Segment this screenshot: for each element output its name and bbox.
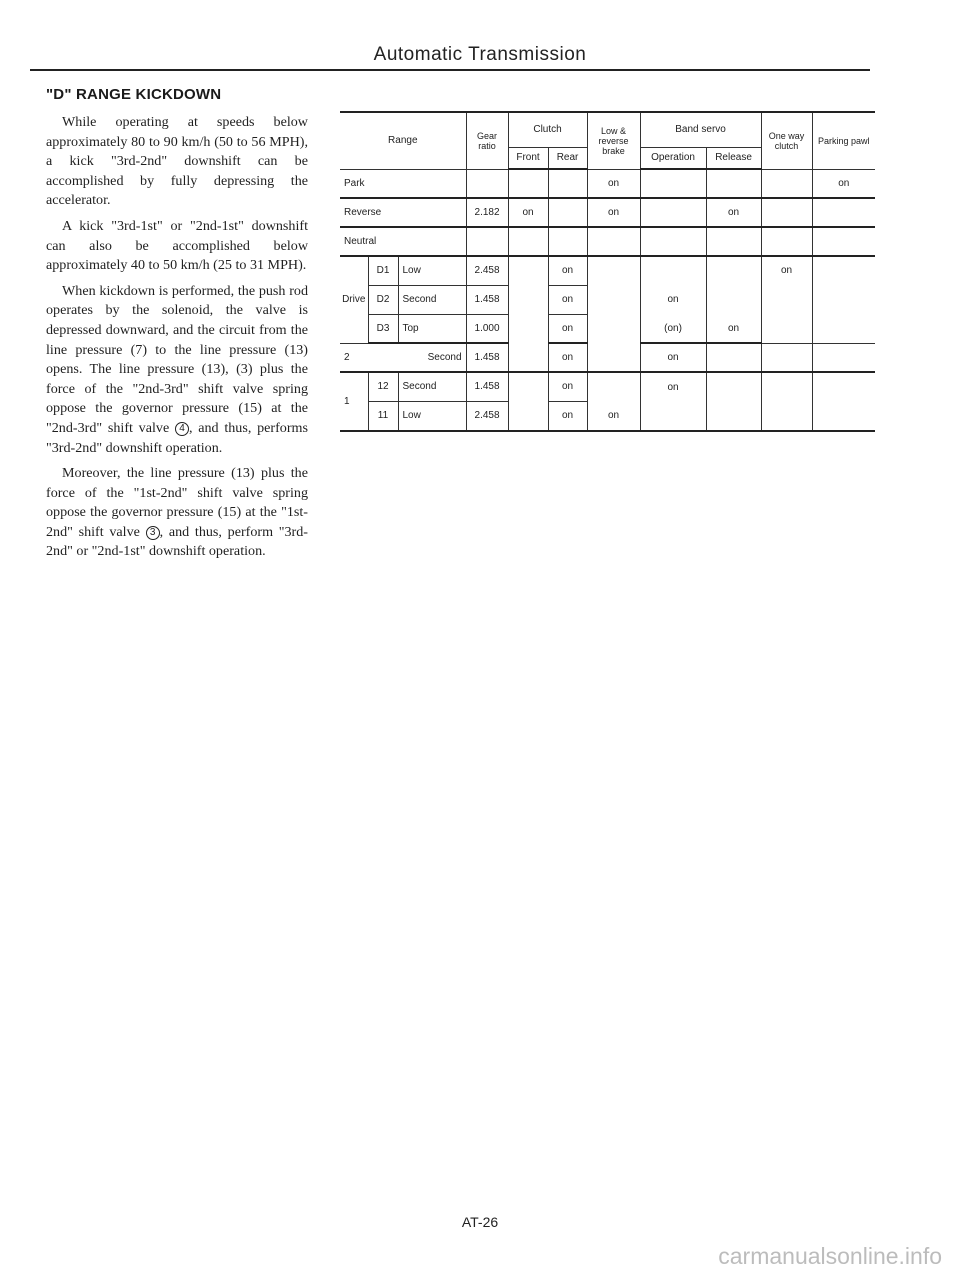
table-row-reverse (340, 198, 875, 227)
cell-ratio: 2.458 (466, 401, 508, 430)
cell-range: Reverse (340, 198, 466, 227)
cell-rear: on (548, 256, 587, 285)
cell-low-reverse: on (587, 401, 640, 430)
cell-rear: on (548, 401, 587, 430)
cell-gear: Second (398, 285, 466, 314)
header-parking-pawl: Parking pawl (812, 113, 875, 169)
table-bottom-rule (340, 430, 875, 432)
table-header-row-1 (340, 113, 875, 147)
cell-release: on (706, 198, 761, 227)
cell-code: 12 (368, 372, 398, 401)
cell-one-label: 1 (344, 396, 350, 407)
operation-table (340, 113, 875, 430)
header-rear: Rear (548, 147, 587, 169)
cell-ratio: 1.000 (466, 314, 508, 343)
watermark-text: carmanualsonline.info (718, 1243, 942, 1269)
circled-number-4: 4 (175, 422, 189, 436)
circled-number-3: 3 (146, 526, 160, 540)
table-row-park (340, 169, 875, 198)
operation-table-wrapper (340, 111, 875, 432)
paragraph-2: A kick "3rd-1st" or "2nd-1st" downshift can also be accomplished below approximately 40 to 50 km/h (25 to 31 MPH). (46, 217, 308, 274)
cell-operation: on (640, 343, 706, 372)
header-band-servo: Band servo (640, 113, 761, 147)
header-range: Range (340, 113, 466, 169)
paragraph-4-text-a: Moreover, the line pressure (13) plus the force of the "1st-2nd" shift valve spring oppose the governor pressure (15) at the "1st-2nd" shift valve (46, 465, 308, 540)
table-row-drive-d1 (340, 256, 875, 285)
cell-ratio: 2.182 (466, 198, 508, 227)
cell-operation: on (640, 372, 706, 401)
cell-ratio: 1.458 (466, 343, 508, 372)
header-rule (30, 69, 870, 71)
cell-rear: on (548, 285, 587, 314)
header-one-way-clutch: One way clutch (761, 113, 812, 169)
paragraph-3-text-b: , and thus, performs "3rd-2nd" downshift operation. (46, 419, 308, 456)
cell-low-reverse: on (587, 198, 640, 227)
cell-code: D2 (368, 285, 398, 314)
cell-low-reverse: on (587, 169, 640, 198)
cell-rear: on (548, 372, 587, 401)
paragraph-4-text-b: , and thus, perform "3rd-2nd" or "2nd-1st" downshift operation. (46, 523, 308, 560)
cell-code: D3 (368, 314, 398, 343)
cell-operation: on (640, 285, 706, 314)
section-heading: "D" RANGE KICKDOWN (46, 86, 222, 103)
cell-rear: on (548, 314, 587, 343)
cell-parking: on (812, 169, 875, 198)
cell-range: 2 (340, 343, 398, 372)
cell-one-way: on (761, 256, 812, 343)
cell-gear: Low (398, 256, 466, 285)
paragraph-3 (46, 282, 308, 458)
table-row-neutral (340, 227, 875, 256)
header-release: Release (706, 147, 761, 169)
cell-code: 11 (368, 401, 398, 430)
cell-ratio: 2.458 (466, 256, 508, 285)
paragraph-4 (46, 464, 308, 562)
header-operation: Operation (640, 147, 706, 169)
cell-range: Park (340, 169, 466, 198)
header-front: Front (508, 147, 548, 169)
cell-ratio: 1.458 (466, 372, 508, 401)
cell-gear: Top (398, 314, 466, 343)
page-number: AT-26 (461, 1214, 499, 1230)
cell-ratio: 1.458 (466, 285, 508, 314)
cell-gear: Second (398, 372, 466, 401)
table-row-one-second (340, 372, 875, 401)
cell-rear: on (548, 343, 587, 372)
cell-range: Neutral (340, 227, 466, 256)
cell-drive-label: Drive (340, 256, 368, 343)
cell-front: on (508, 198, 548, 227)
header-gear-ratio: Gear ratio (466, 113, 508, 169)
header-clutch: Clutch (508, 113, 587, 147)
table-row-two (340, 343, 875, 372)
paragraph-1: While operating at speeds below approximately 80 to 90 km/h (50 to 56 MPH), a kick "3rd-2nd" downshift can be accomplished by fully depressing the accelerator. (46, 114, 308, 209)
cell-operation: (on) (640, 314, 706, 343)
cell-gear: Low (398, 401, 466, 430)
cell-gear: Second (398, 343, 466, 372)
cell-code: D1 (368, 256, 398, 285)
page-header-title: Automatic Transmission (373, 44, 587, 65)
kickdown-section (46, 84, 308, 562)
header-low-reverse-brake: Low & reverse brake (587, 113, 640, 169)
cell-release: on (706, 314, 761, 343)
paragraph-3-text-a: When kickdown is performed, the push rod operates by the solenoid, the valve is depressed downward, and the circuit from the line pressure (7) to the line pressure (13) opens. The line pressure (13), (3) plus the force of the "2nd-3rd" shift valve spring oppose the governor pressure (15) at the "2nd-3rd" shift valve (46, 282, 308, 436)
